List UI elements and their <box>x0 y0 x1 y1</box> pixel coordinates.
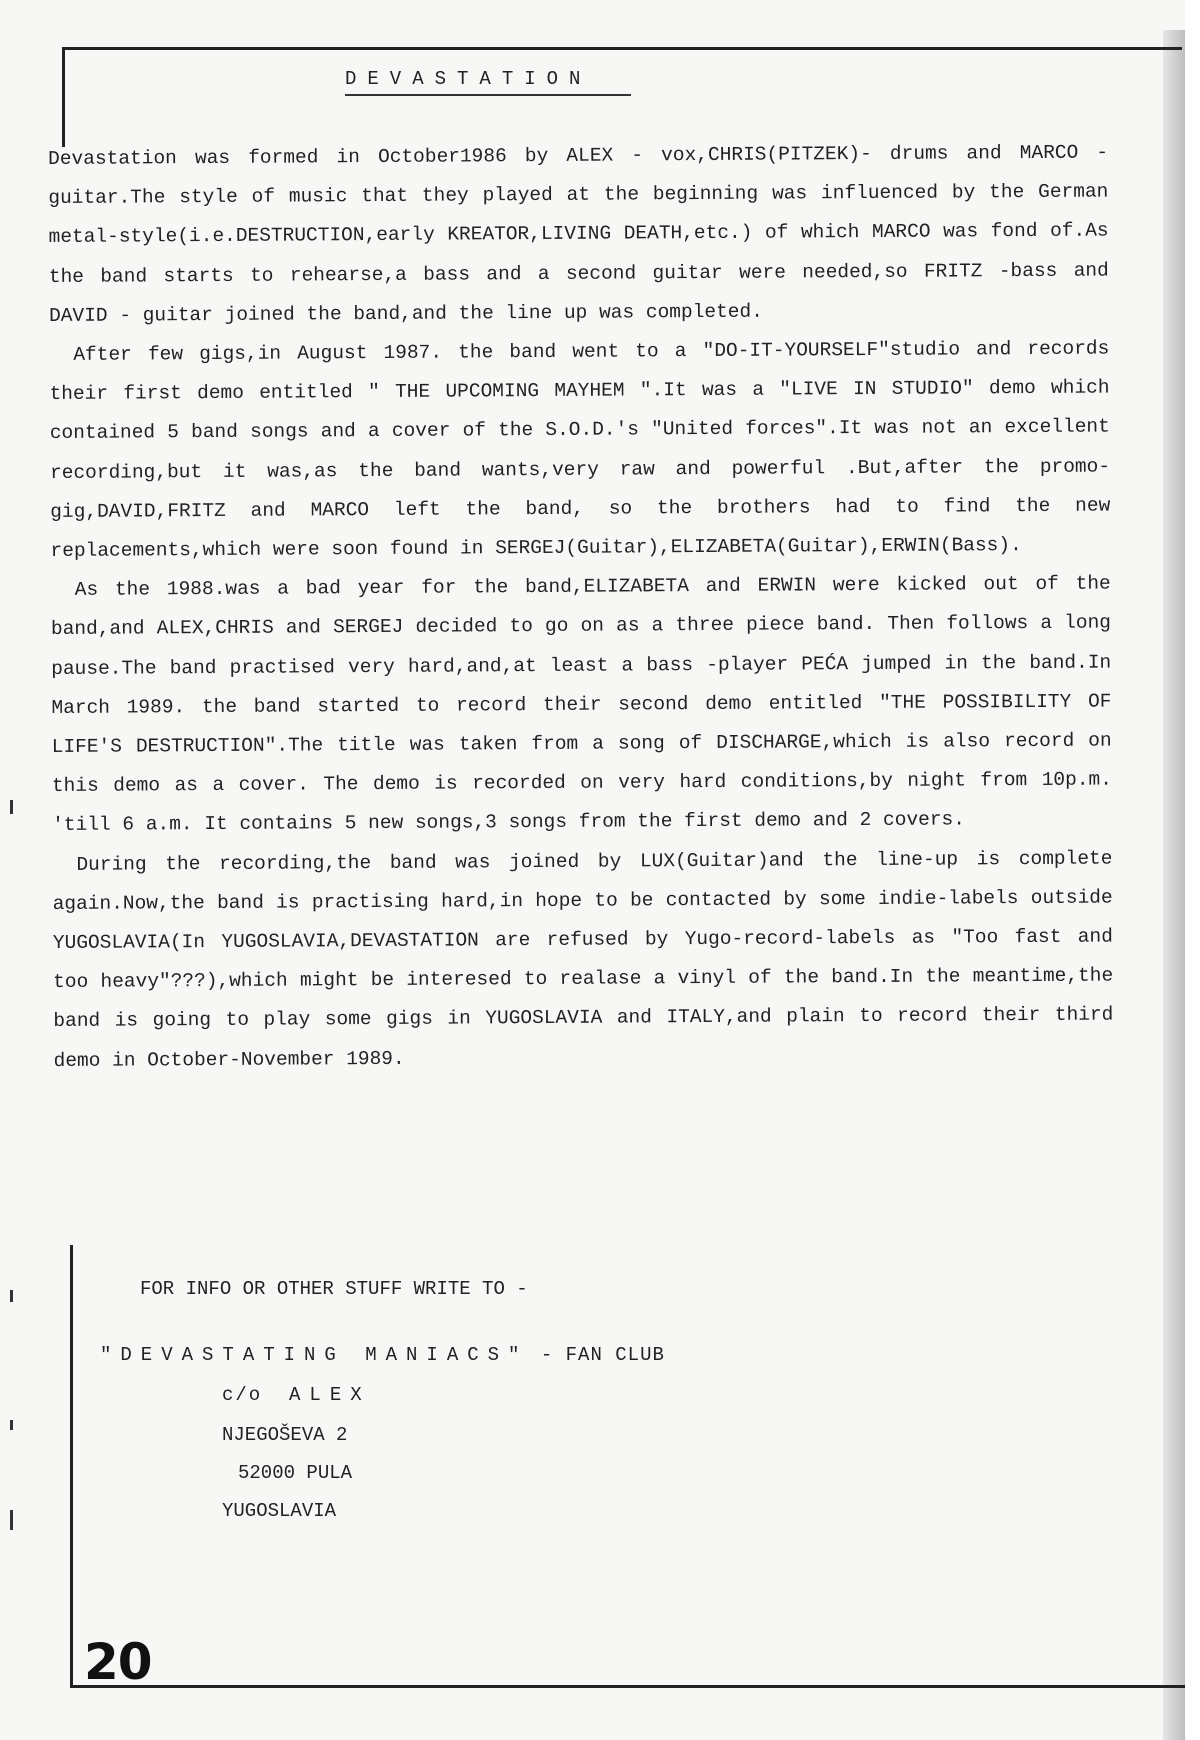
fan-club-line <box>100 1344 665 1366</box>
fan-club-name: "DEVASTATING MANIACS" <box>100 1344 529 1366</box>
paragraph: As the 1988.was a bad year for the band,ELIZABETA and ERWIN were kicked out of the band,and ALEX,CHRIS and SERGEJ decided to go on as a three piece band. Then follows a long pause.The band practised very hard,and,at least a bass -player PEĆA jumped in the band.In March 1989. the band started to record their second demo entitled "THE POSSIBILITY OF LIFE'S DESTRUCTION".The title was taken from a song of DISCHARGE,which is also record on this demo as a cover. The demo is recorded on very hard conditions,by night from 10p.m. 'till 6 a.m. It contains 5 new songs,3 songs from the first demo and 2 covers. <box>50 572 1112 837</box>
margin-mark <box>10 1510 13 1530</box>
page-edge-shadow <box>1163 30 1185 1740</box>
frame-bottom-rule <box>70 1685 1185 1688</box>
care-of-label: c/o <box>222 1384 263 1406</box>
margin-mark <box>10 1290 13 1302</box>
article-title: DEVASTATION <box>345 68 631 96</box>
frame-left-rule-top <box>62 47 65 147</box>
frame-top-rule <box>62 47 1182 50</box>
address-country: YUGOSLAVIA <box>222 1500 337 1522</box>
contact-intro: FOR INFO OR OTHER STUFF WRITE TO - <box>140 1278 528 1300</box>
paragraph: Devastation was formed in October1986 by ALEX - vox,CHRIS(PITZEK)- drums and MARCO - guitar.The style of music that they played at the beginning was influenced by the German metal-style(i.e.DESTRUCTION,early KREATOR,LIVING DEATH,etc.) of which MARCO was fond of.As the band starts to rehearse,a bass and a second guitar were needed,so FRITZ -bass and DAVID - guitar joined the band,and the line up was completed. <box>48 141 1109 327</box>
care-of-line <box>222 1384 371 1406</box>
fan-club-suffix: - FAN CLUB <box>528 1344 665 1366</box>
article-body <box>48 134 1114 1081</box>
frame-left-rule-bottom <box>70 1245 73 1685</box>
address-street: NJEGOŠEVA 2 <box>222 1424 348 1446</box>
margin-mark <box>10 1420 13 1430</box>
page-number: 20 <box>84 1633 152 1691</box>
paragraph: During the recording,the band was joined by LUX(Guitar)and the line-up is complete again.Now,the band is practising hard,in hope to be contacted by some indie-labels outside YUGOSLAVIA(In YUGOSLAVIA,DEVASTATION are refused by Yugo-record-labels as "Too fast and too heavy"???),which might be interesed to realase a vinyl of the band.In the meantime,the band is going to play some gigs in YUGOSLAVIA and ITALY,and plain to record their third demo in October-November 1989. <box>52 847 1114 1072</box>
paragraph: After few gigs,in August 1987. the band went to a "DO-IT-YOURSELF"studio and records their first demo entitled " THE UPCOMING MAYHEM ".It was a "LIVE IN STUDIO" demo which contained 5 band songs and a cover of the S.O.D.'s "United forces".It was not an excellent recording,but it was,as the band wants,very raw and powerful .But,after the promo-gig,DAVID,FRITZ and MARCO left the band, so the brothers had to find the new replacements,which were soon found in SERGEJ(Guitar),ELIZABETA(Guitar),ERWIN(Bass). <box>49 337 1111 563</box>
address-city: 52000 PULA <box>238 1462 353 1484</box>
contact-name: ALEX <box>289 1384 371 1406</box>
margin-mark <box>10 800 13 814</box>
